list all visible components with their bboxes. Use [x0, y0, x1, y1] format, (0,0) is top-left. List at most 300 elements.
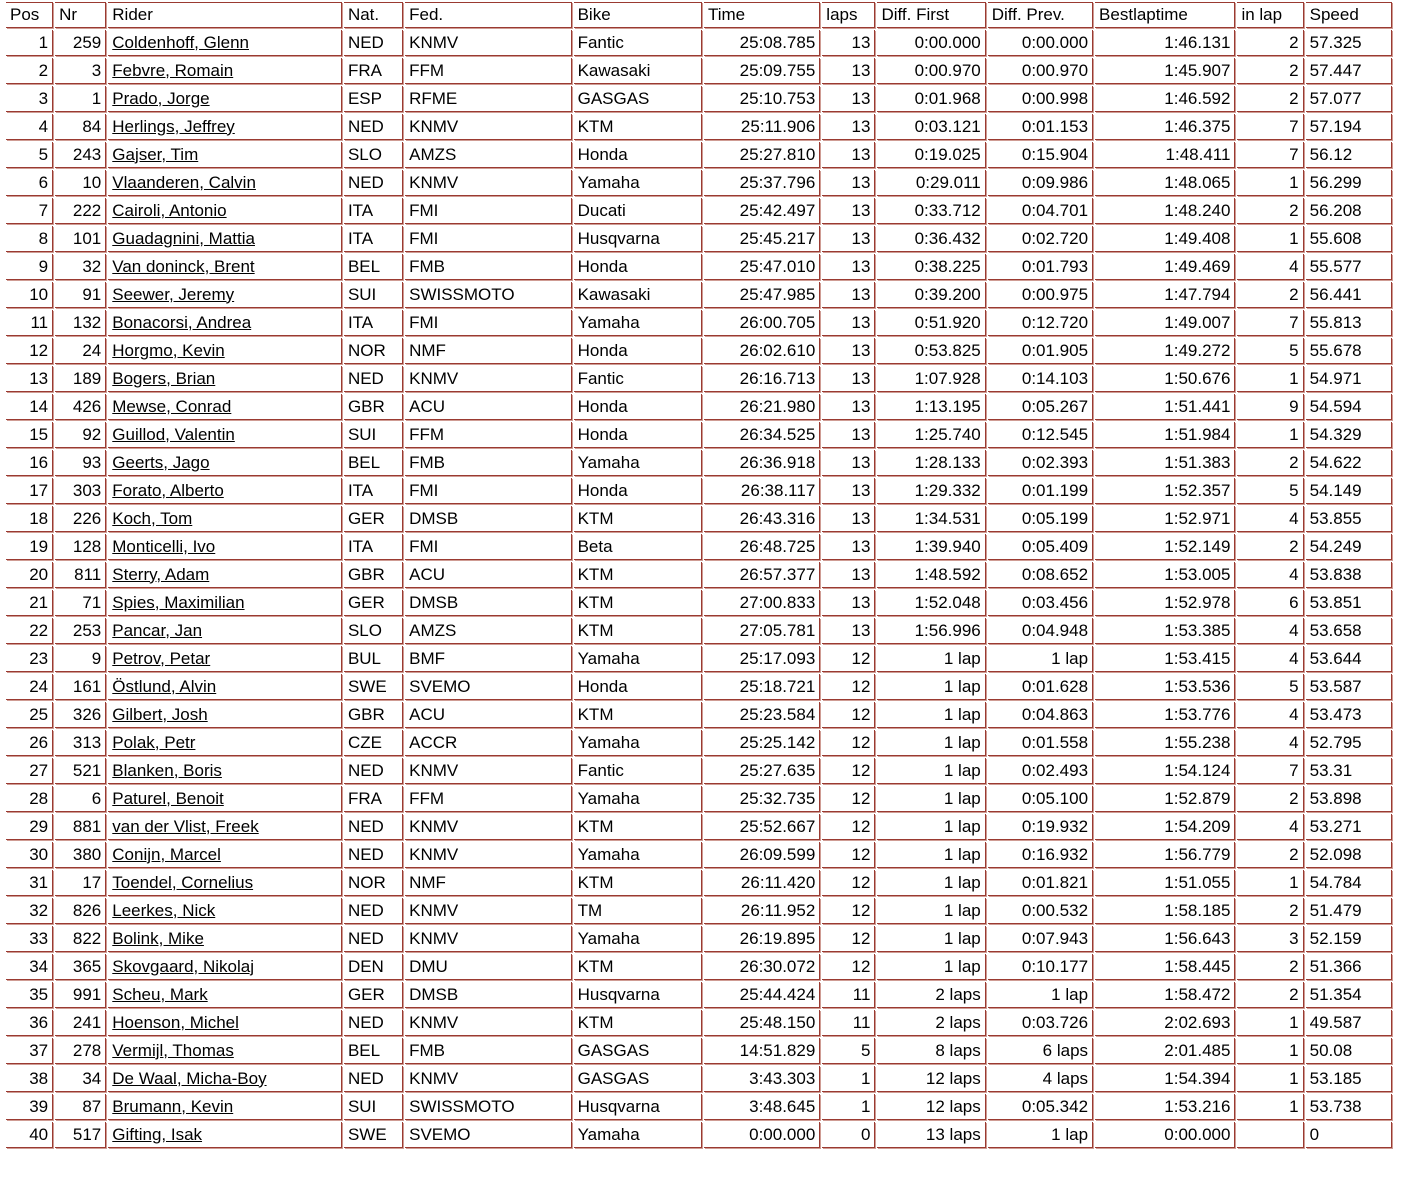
cell-diff-first: 1 lap [877, 758, 985, 784]
cell-bike: Honda [574, 422, 702, 448]
cell-rider [108, 1122, 342, 1148]
cell-diff-prev: 0:01.905 [988, 338, 1093, 364]
cell-nr: 822 [55, 926, 106, 952]
cell-diff-prev: 0:15.904 [988, 142, 1093, 168]
cell-bike: Yamaha [574, 842, 702, 868]
cell-laps: 13 [822, 394, 875, 420]
cell-fed: FMI [405, 226, 571, 252]
cell-time: 25:08.785 [704, 30, 820, 56]
cell-fed: SVEMO [405, 674, 571, 700]
cell-pos: 20 [6, 562, 53, 588]
results-tbody [6, 30, 1392, 1148]
cell-bike: Kawasaki [574, 58, 702, 84]
cell-pos: 23 [6, 646, 53, 672]
cell-diff-prev: 0:00.998 [988, 86, 1093, 112]
cell-rider [108, 450, 342, 476]
cell-bestlaptime: 1:46.592 [1095, 86, 1235, 112]
cell-rider [108, 1038, 342, 1064]
cell-nr: 253 [55, 618, 106, 644]
cell-nr: 32 [55, 254, 106, 280]
cell-laps: 13 [822, 506, 875, 532]
cell-time: 25:17.093 [704, 646, 820, 672]
cell-nat: GBR [344, 562, 403, 588]
cell-bestlaptime: 1:56.779 [1095, 842, 1235, 868]
rider-link[interactable]: De Waal, Micha-Boy [112, 1068, 267, 1088]
rider-link[interactable]: Scheu, Mark [112, 984, 208, 1004]
cell-laps: 12 [822, 954, 875, 980]
cell-nr: 426 [55, 394, 106, 420]
cell-time: 25:25.142 [704, 730, 820, 756]
cell-time: 26:38.117 [704, 478, 820, 504]
cell-pos: 21 [6, 590, 53, 616]
cell-fed: ACU [405, 702, 571, 728]
table-row [6, 226, 1392, 252]
table-row [6, 702, 1392, 728]
cell-diff-first: 0:38.225 [877, 254, 985, 280]
cell-diff-prev: 0:00.975 [988, 282, 1093, 308]
cell-rider [108, 478, 342, 504]
cell-diff-first: 0:51.920 [877, 310, 985, 336]
cell-laps: 12 [822, 898, 875, 924]
cell-time: 25:52.667 [704, 814, 820, 840]
cell-diff-first: 0:01.968 [877, 86, 985, 112]
cell-speed: 54.594 [1306, 394, 1392, 420]
rider-link[interactable]: Brumann, Kevin [112, 1096, 234, 1116]
cell-rider [108, 730, 342, 756]
cell-nr: 826 [55, 898, 106, 924]
rider-link[interactable]: Polak, Petr [112, 732, 196, 752]
cell-fed: KNMV [405, 1010, 571, 1036]
cell-fed: FMB [405, 450, 571, 476]
table-row [6, 758, 1392, 784]
cell-diff-first: 1 lap [877, 702, 985, 728]
rider-link[interactable]: Bolink, Mike [112, 928, 204, 948]
rider-link[interactable]: Coldenhoff, Glenn [112, 32, 249, 52]
cell-diff-prev: 0:05.199 [988, 506, 1093, 532]
cell-diff-prev: 0:05.409 [988, 534, 1093, 560]
cell-in-lap: 1 [1237, 366, 1303, 392]
cell-bike: Kawasaki [574, 282, 702, 308]
rider-link[interactable]: Sterry, Adam [112, 564, 210, 584]
cell-nat: NED [344, 814, 403, 840]
table-row [6, 1010, 1392, 1036]
cell-bestlaptime: 1:52.879 [1095, 786, 1235, 812]
cell-fed: AMZS [405, 618, 571, 644]
cell-in-lap: 7 [1237, 310, 1303, 336]
cell-rider [108, 898, 342, 924]
cell-nr: 91 [55, 282, 106, 308]
cell-bike: KTM [574, 814, 702, 840]
cell-in-lap: 2 [1237, 786, 1303, 812]
column-header-pos: Pos [6, 2, 53, 28]
cell-bestlaptime: 1:56.643 [1095, 926, 1235, 952]
cell-in-lap: 5 [1237, 674, 1303, 700]
cell-bestlaptime: 1:49.007 [1095, 310, 1235, 336]
cell-bestlaptime: 1:49.272 [1095, 338, 1235, 364]
cell-pos: 31 [6, 870, 53, 896]
cell-laps: 13 [822, 562, 875, 588]
rider-link[interactable]: Seewer, Jeremy [112, 284, 235, 304]
cell-fed: FFM [405, 422, 571, 448]
cell-nr: 71 [55, 590, 106, 616]
cell-bestlaptime: 1:54.394 [1095, 1066, 1235, 1092]
cell-bestlaptime: 1:53.776 [1095, 702, 1235, 728]
rider-link[interactable]: van der Vlist, Freek [112, 816, 259, 836]
cell-fed: DMSB [405, 982, 571, 1008]
cell-speed: 52.795 [1306, 730, 1392, 756]
rider-link[interactable]: Toendel, Cornelius [112, 872, 254, 892]
cell-speed: 53.185 [1306, 1066, 1392, 1092]
cell-bestlaptime: 1:48.411 [1095, 142, 1235, 168]
cell-fed: FMI [405, 198, 571, 224]
cell-in-lap: 4 [1237, 646, 1303, 672]
cell-diff-first: 1:39.940 [877, 534, 985, 560]
rider-link[interactable]: Conijn, Marcel [112, 844, 221, 864]
table-row [6, 198, 1392, 224]
rider-link[interactable]: Herlings, Jeffrey [112, 116, 235, 136]
column-header-diff-first: Diff. First [877, 2, 985, 28]
cell-bike: GASGAS [574, 1066, 702, 1092]
cell-diff-first: 0:00.000 [877, 30, 985, 56]
cell-laps: 13 [822, 58, 875, 84]
cell-bike: KTM [574, 1010, 702, 1036]
cell-diff-prev: 0:09.986 [988, 170, 1093, 196]
cell-time: 0:00.000 [704, 1122, 820, 1148]
cell-fed: KNMV [405, 366, 571, 392]
cell-pos: 6 [6, 170, 53, 196]
cell-fed: SWISSMOTO [405, 282, 571, 308]
column-header-speed: Speed [1306, 2, 1392, 28]
cell-speed: 53.644 [1306, 646, 1392, 672]
table-row [6, 310, 1392, 336]
rider-link[interactable]: Blanken, Boris [112, 760, 222, 780]
cell-in-lap: 2 [1237, 30, 1303, 56]
column-header-time: Time [704, 2, 820, 28]
cell-bike: KTM [574, 870, 702, 896]
cell-rider [108, 394, 342, 420]
cell-time: 25:42.497 [704, 198, 820, 224]
cell-fed: FMB [405, 1038, 571, 1064]
rider-link[interactable]: Skovgaard, Nikolaj [112, 956, 255, 976]
cell-diff-prev: 0:00.000 [988, 30, 1093, 56]
rider-link[interactable]: Östlund, Alvin [112, 676, 217, 696]
cell-diff-prev: 0:04.863 [988, 702, 1093, 728]
cell-nr: 189 [55, 366, 106, 392]
table-row [6, 254, 1392, 280]
column-header-bestlaptime: Bestlaptime [1095, 2, 1235, 28]
cell-nr: 84 [55, 114, 106, 140]
rider-link[interactable]: Petrov, Petar [112, 648, 211, 668]
rider-link[interactable]: Bogers, Brian [112, 368, 216, 388]
cell-fed: RFME [405, 86, 571, 112]
cell-nat: SUI [344, 1094, 403, 1120]
cell-laps: 12 [822, 646, 875, 672]
table-row [6, 590, 1392, 616]
cell-diff-prev: 6 laps [988, 1038, 1093, 1064]
rider-link[interactable]: Vermijl, Thomas [112, 1040, 234, 1060]
table-row [6, 366, 1392, 392]
cell-speed: 57.447 [1306, 58, 1392, 84]
cell-bestlaptime: 1:54.209 [1095, 814, 1235, 840]
cell-rider [108, 646, 342, 672]
cell-in-lap: 2 [1237, 534, 1303, 560]
cell-nr: 243 [55, 142, 106, 168]
rider-link[interactable]: Prado, Jorge [112, 88, 210, 108]
cell-rider [108, 842, 342, 868]
cell-in-lap: 2 [1237, 954, 1303, 980]
rider-link[interactable]: Gajser, Tim [112, 144, 199, 164]
cell-diff-prev: 1 lap [988, 982, 1093, 1008]
cell-nat: SLO [344, 618, 403, 644]
cell-rider [108, 1066, 342, 1092]
cell-fed: KNMV [405, 30, 571, 56]
cell-nr: 881 [55, 814, 106, 840]
cell-bestlaptime: 1:55.238 [1095, 730, 1235, 756]
cell-nr: 6 [55, 786, 106, 812]
cell-in-lap: 5 [1237, 478, 1303, 504]
cell-bike: Husqvarna [574, 982, 702, 1008]
cell-nat: ITA [344, 534, 403, 560]
cell-pos: 33 [6, 926, 53, 952]
cell-diff-first: 12 laps [877, 1094, 985, 1120]
cell-nat: ITA [344, 478, 403, 504]
cell-diff-first: 1 lap [877, 842, 985, 868]
rider-link[interactable]: Pancar, Jan [112, 620, 203, 640]
cell-rider [108, 310, 342, 336]
cell-speed: 55.577 [1306, 254, 1392, 280]
cell-diff-prev: 0:01.558 [988, 730, 1093, 756]
cell-diff-first: 1 lap [877, 674, 985, 700]
cell-laps: 12 [822, 842, 875, 868]
cell-time: 26:11.952 [704, 898, 820, 924]
cell-in-lap: 7 [1237, 142, 1303, 168]
cell-fed: FFM [405, 786, 571, 812]
cell-rider [108, 114, 342, 140]
cell-nat: NED [344, 758, 403, 784]
cell-pos: 27 [6, 758, 53, 784]
cell-diff-first: 2 laps [877, 982, 985, 1008]
cell-laps: 11 [822, 1010, 875, 1036]
cell-nat: NOR [344, 338, 403, 364]
cell-time: 26:34.525 [704, 422, 820, 448]
rider-link[interactable]: Geerts, Jago [112, 452, 210, 472]
cell-rider [108, 198, 342, 224]
rider-link[interactable]: Guadagnini, Mattia [112, 228, 255, 248]
cell-speed: 51.354 [1306, 982, 1392, 1008]
cell-diff-first: 1:13.195 [877, 394, 985, 420]
cell-laps: 13 [822, 422, 875, 448]
cell-fed: ACU [405, 394, 571, 420]
table-row [6, 170, 1392, 196]
rider-link[interactable]: Gilbert, Josh [112, 704, 208, 724]
table-row [6, 814, 1392, 840]
cell-in-lap: 2 [1237, 198, 1303, 224]
cell-laps: 13 [822, 142, 875, 168]
cell-speed: 57.194 [1306, 114, 1392, 140]
cell-laps: 13 [822, 86, 875, 112]
cell-nr: 991 [55, 982, 106, 1008]
cell-nr: 101 [55, 226, 106, 252]
cell-diff-prev: 0:00.970 [988, 58, 1093, 84]
cell-bike: Fantic [574, 758, 702, 784]
cell-rider [108, 982, 342, 1008]
table-row [6, 674, 1392, 700]
cell-speed: 51.366 [1306, 954, 1392, 980]
cell-diff-prev: 0:00.532 [988, 898, 1093, 924]
cell-fed: ACCR [405, 730, 571, 756]
cell-pos: 4 [6, 114, 53, 140]
cell-rider [108, 926, 342, 952]
cell-speed: 0 [1306, 1122, 1392, 1148]
header-row [6, 2, 1392, 28]
cell-bestlaptime: 1:51.383 [1095, 450, 1235, 476]
rider-link[interactable]: Bonacorsi, Andrea [112, 312, 252, 332]
cell-rider [108, 562, 342, 588]
cell-fed: KNMV [405, 758, 571, 784]
cell-speed: 53.838 [1306, 562, 1392, 588]
cell-nat: NED [344, 926, 403, 952]
cell-speed: 53.271 [1306, 814, 1392, 840]
cell-nr: 132 [55, 310, 106, 336]
cell-nr: 303 [55, 478, 106, 504]
rider-link[interactable]: Monticelli, Ivo [112, 536, 216, 556]
cell-time: 27:00.833 [704, 590, 820, 616]
cell-speed: 52.098 [1306, 842, 1392, 868]
cell-in-lap: 1 [1237, 226, 1303, 252]
cell-bike: Fantic [574, 30, 702, 56]
cell-rider [108, 366, 342, 392]
cell-nr: 93 [55, 450, 106, 476]
cell-diff-first: 12 laps [877, 1066, 985, 1092]
cell-nr: 222 [55, 198, 106, 224]
rider-link[interactable]: Spies, Maximilian [112, 592, 245, 612]
table-row [6, 1038, 1392, 1064]
cell-nr: 87 [55, 1094, 106, 1120]
cell-pos: 12 [6, 338, 53, 364]
cell-speed: 53.851 [1306, 590, 1392, 616]
cell-speed: 53.473 [1306, 702, 1392, 728]
cell-fed: DMSB [405, 506, 571, 532]
cell-laps: 13 [822, 170, 875, 196]
cell-time: 25:47.010 [704, 254, 820, 280]
rider-link[interactable]: Van doninck, Brent [112, 256, 255, 276]
cell-in-lap: 1 [1237, 1066, 1303, 1092]
cell-time: 25:32.735 [704, 786, 820, 812]
rider-link[interactable]: Horgmo, Kevin [112, 340, 225, 360]
cell-diff-first: 1:52.048 [877, 590, 985, 616]
cell-pos: 11 [6, 310, 53, 336]
cell-laps: 13 [822, 254, 875, 280]
cell-nat: GER [344, 506, 403, 532]
cell-speed: 54.249 [1306, 534, 1392, 560]
rider-link[interactable]: Leerkes, Nick [112, 900, 216, 920]
cell-speed: 53.587 [1306, 674, 1392, 700]
cell-diff-first: 0:33.712 [877, 198, 985, 224]
column-header-laps: laps [822, 2, 875, 28]
cell-time: 26:48.725 [704, 534, 820, 560]
table-row [6, 1066, 1392, 1092]
cell-in-lap: 4 [1237, 730, 1303, 756]
cell-fed: KNMV [405, 814, 571, 840]
cell-laps: 13 [822, 114, 875, 140]
cell-bike: Ducati [574, 198, 702, 224]
cell-time: 25:10.753 [704, 86, 820, 112]
cell-fed: FMI [405, 534, 571, 560]
cell-diff-first: 0:39.200 [877, 282, 985, 308]
cell-laps: 13 [822, 366, 875, 392]
cell-speed: 55.608 [1306, 226, 1392, 252]
table-row [6, 534, 1392, 560]
rider-link[interactable]: Koch, Tom [112, 508, 193, 528]
cell-bestlaptime: 1:46.375 [1095, 114, 1235, 140]
rider-link[interactable]: Cairoli, Antonio [112, 200, 227, 220]
cell-nat: NED [344, 1066, 403, 1092]
cell-bike: Honda [574, 142, 702, 168]
cell-nr: 241 [55, 1010, 106, 1036]
cell-diff-prev: 0:01.628 [988, 674, 1093, 700]
cell-bestlaptime: 2:01.485 [1095, 1038, 1235, 1064]
rider-link[interactable]: Forato, Alberto [112, 480, 224, 500]
cell-bike: Yamaha [574, 926, 702, 952]
cell-nr: 313 [55, 730, 106, 756]
cell-diff-prev: 0:02.393 [988, 450, 1093, 476]
cell-nat: ITA [344, 198, 403, 224]
cell-fed: KNMV [405, 926, 571, 952]
cell-pos: 5 [6, 142, 53, 168]
cell-in-lap: 1 [1237, 1038, 1303, 1064]
cell-bike: Yamaha [574, 730, 702, 756]
cell-laps: 13 [822, 282, 875, 308]
rider-link[interactable]: Mewse, Conrad [112, 396, 232, 416]
cell-rider [108, 814, 342, 840]
cell-rider [108, 786, 342, 812]
rider-link[interactable]: Febvre, Romain [112, 60, 234, 80]
rider-link[interactable]: Paturel, Benoit [112, 788, 224, 808]
cell-speed: 49.587 [1306, 1010, 1392, 1036]
cell-time: 26:57.377 [704, 562, 820, 588]
cell-nat: GBR [344, 702, 403, 728]
rider-link[interactable]: Gifting, Isak [112, 1124, 203, 1144]
cell-nat: NED [344, 366, 403, 392]
column-header-diff-prev: Diff. Prev. [988, 2, 1093, 28]
cell-nat: NED [344, 170, 403, 196]
cell-in-lap: 4 [1237, 618, 1303, 644]
cell-speed: 56.441 [1306, 282, 1392, 308]
cell-in-lap: 2 [1237, 450, 1303, 476]
cell-pos: 36 [6, 1010, 53, 1036]
cell-laps: 12 [822, 674, 875, 700]
table-row [6, 982, 1392, 1008]
cell-nat: NED [344, 842, 403, 868]
cell-speed: 53.855 [1306, 506, 1392, 532]
cell-in-lap: 1 [1237, 1010, 1303, 1036]
cell-pos: 39 [6, 1094, 53, 1120]
cell-laps: 12 [822, 926, 875, 952]
cell-rider [108, 170, 342, 196]
cell-bike: Yamaha [574, 170, 702, 196]
cell-bestlaptime: 1:49.408 [1095, 226, 1235, 252]
cell-time: 25:45.217 [704, 226, 820, 252]
cell-diff-first: 0:19.025 [877, 142, 985, 168]
cell-diff-prev: 0:01.821 [988, 870, 1093, 896]
rider-link[interactable]: Vlaanderen, Calvin [112, 172, 256, 192]
cell-nat: DEN [344, 954, 403, 980]
rider-link[interactable]: Guillod, Valentin [112, 424, 235, 444]
cell-diff-prev: 1 lap [988, 646, 1093, 672]
cell-bestlaptime: 1:54.124 [1095, 758, 1235, 784]
rider-link[interactable]: Hoenson, Michel [112, 1012, 239, 1032]
cell-laps: 13 [822, 618, 875, 644]
